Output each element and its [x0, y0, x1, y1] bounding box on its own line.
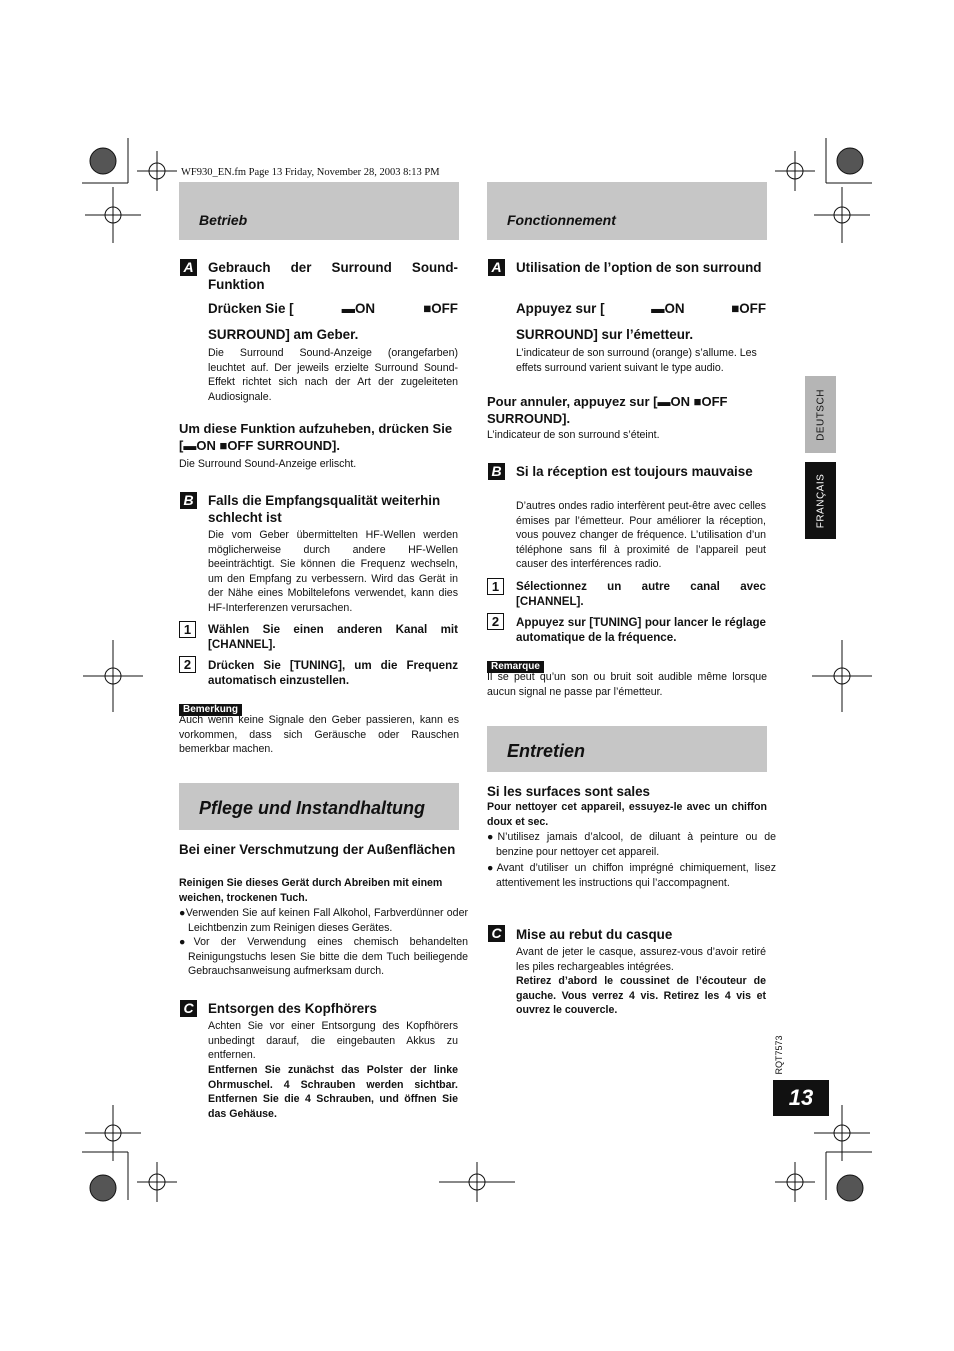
off-label-wrap-fr: ■OFF — [731, 301, 766, 316]
section-band-pflege — [179, 783, 459, 830]
heading-reception-fr: Si la réception est toujours mauvaise — [516, 464, 753, 479]
marker-c-fr: C — [488, 925, 505, 942]
note-text: Auch wenn keine Signale den Geber passieren, kann es vorkommen, dass sich Geräusche oder Rauschen bemerkbar machen. — [179, 714, 459, 755]
step-2-number: 2 — [179, 656, 196, 673]
heading-cleaning-fr: Si les surfaces sont sales — [487, 784, 651, 799]
cleaning-bullet-2-fr: ●Avant d’utiliser un chiffon imprégné chimiquement, lisez attentivement les instructions qui l’accompagnent. — [487, 862, 776, 889]
disposal-description-fr: Avant de jeter le casque, assurez-vous d’avoir retiré les piles rechargeables intégrées. — [516, 946, 766, 973]
cancel-on-label-fr: ON — [670, 394, 690, 409]
on-label-wrap-fr: ▬ON — [651, 301, 685, 316]
marker-b-fr: B — [488, 463, 505, 480]
disposal-description: Achten Sie vor einer Entsorgung des Kopfhörers unbedingt darauf, die eingebauten Akkus zu entfernen. — [208, 1020, 458, 1061]
document-code-text: RQT7573 — [774, 1035, 784, 1075]
instruction-line — [208, 300, 458, 317]
heading-disposal: Entsorgen des Kopfhörers — [208, 1001, 377, 1016]
cancel-heading-text: Um diese Funktion aufzuheben, drücken Sie [ — [179, 421, 453, 453]
note-tag: Bemerkung — [179, 704, 242, 716]
cleaning-bullet-2-text: Vor der Verwendung eines chemisch behandelten Reinigungstuchs lesen Sie bitte die dem Tuch beiliegende Gebrauchsanweisung aufmerksam durch. — [188, 936, 468, 977]
section-band-betrieb — [179, 182, 459, 240]
marker-b: B — [180, 492, 197, 509]
step-1-number: 1 — [179, 621, 196, 638]
cancel-heading-fr: Pour annuler, appuyez sur [▬ON ■OFF SURROUND]. — [487, 394, 728, 426]
marker-a: A — [180, 259, 197, 276]
heading-surround: Gebrauch der Surround Sound-Funktion — [208, 260, 458, 292]
reception-description-fr: D’autres ondes radio interfèrent peut-être avec celles émises par l’émetteur. Pour améliorer la réception, vous pouvez changer de fréquence. L’utilisation d’un téléphone sans fil à proximité de l’appareil peut causer des interférences radio. — [516, 500, 766, 570]
step-2-text: Drücken Sie [TUNING], um die Frequenz automatisch einzustellen. — [208, 659, 458, 687]
cancel-heading-end: OFF SURROUND]. — [227, 438, 340, 453]
disposal-instruction-fr: Retirez d’abord le coussinet de l’écouteur de gauche. Vous verrez 4 vis. Retirez les 4 vis et ouvrez le couvercle. — [516, 975, 766, 1016]
on-label: ON — [355, 301, 376, 316]
heading-disposal-fr: Mise au rebut du casque — [516, 927, 673, 942]
note-text-fr: Il se peut qu’un son ou bruit soit audible même lorsque aucun signal ne passe par l’émetteur. — [487, 671, 767, 698]
cleaning-bullet-1-fr: ●N’utilisez jamais d’alcool, de diluant à peinture ou de benzine pour nettoyer cet appareil. — [487, 831, 776, 858]
cancel-description: Die Surround Sound-Anzeige erlischt. — [179, 458, 357, 470]
on-label-wrap: ▬ON — [341, 301, 376, 316]
document-code — [772, 1035, 786, 1075]
cancel-description-fr: L’indicateur de son surround s’éteint. — [487, 429, 660, 441]
instruction-line-fr — [516, 300, 766, 317]
section-band-fonctionnement — [487, 182, 767, 240]
language-tab-deutsch-label: DEUTSCH — [815, 388, 826, 441]
instruction-line-2: SURROUND] am Geber. — [208, 327, 359, 342]
off-label: OFF — [431, 301, 458, 316]
cleaning-bullet-1-text-fr: N’utilisez jamais d’alcool, de diluant à peinture ou de benzine pour nettoyer cet appareil. — [496, 831, 776, 858]
instruction-text-fr: Appuyez sur [ — [516, 301, 605, 316]
heading-cleaning: Bei einer Verschmutzung der Außenflächen — [179, 842, 456, 857]
cleaning-instruction-fr: Pour nettoyer cet appareil, essuyez-le avec un chiffon doux et sec. — [487, 801, 767, 828]
cleaning-bullet-1-text: Verwenden Sie auf keinen Fall Alkohol, Farbverdünner oder Leichtbenzin zum Reinigen dieses Gerätes. — [185, 907, 468, 934]
cancel-on-label: ON — [196, 438, 216, 453]
cleaning-bullet-1: ●Verwenden Sie auf keinen Fall Alkohol, Farbverdünner oder Leichtbenzin zum Reinigen dieses Gerätes. — [179, 907, 468, 934]
instruction-text: Drücken Sie [ — [208, 301, 294, 316]
section-band-entretien — [487, 726, 767, 772]
section-title: Betrieb — [199, 212, 248, 228]
marker-a-fr: A — [488, 259, 505, 276]
language-tab-francais[interactable] — [805, 462, 836, 539]
language-tab-francais-label: FRANÇAIS — [815, 473, 826, 528]
cleaning-bullet-2-text-fr: Avant d’utiliser un chiffon imprégné chimiquement, lisez attentivement les instructions qui l’accompagnent. — [496, 862, 776, 889]
cancel-heading: Um diese Funktion aufzuheben, drücken Sie [▬ON ■OFF SURROUND]. — [179, 421, 453, 453]
care-section-title: Pflege und Instandhaltung — [199, 798, 425, 818]
cleaning-instruction: Reinigen Sie dieses Gerät durch Abreiben mit einem weichen, trockenen Tuch. — [179, 877, 443, 904]
step-1-text: Wählen Sie einen anderen Kanal mit [CHANNEL]. — [208, 623, 458, 651]
disposal-instruction: Entfernen Sie zunächst das Polster der linke Ohrmuschel. 4 Schrauben werden sichtbar. Entfernen Sie die 4 Schrauben, und öffnen Sie das Gehäuse. — [208, 1064, 458, 1120]
note-tag-fr: Remarque — [487, 661, 544, 673]
cancel-heading-text-fr: Pour annuler, appuyez sur [ — [487, 394, 658, 409]
step-1-number-fr: 1 — [487, 578, 504, 595]
cancel-heading-end-fr: OFF SURROUND]. — [487, 394, 728, 426]
language-tab-deutsch[interactable] — [805, 376, 836, 453]
care-section-title-fr: Entretien — [507, 741, 586, 761]
section-title-fr: Fonctionnement — [507, 212, 616, 228]
cleaning-bullet-2: ●Vor der Verwendung eines chemisch behandelten Reinigungstuchs lesen Sie bitte die dem Tuch beiliegende Gebrauchsanweisung aufmerksam durch. — [179, 936, 468, 977]
heading-surround-fr: Utilisation de l’option de son surround — [516, 260, 762, 275]
heading-reception: Falls die Empfangsqualität weiterhin schlecht ist — [208, 493, 441, 525]
step-1-text-fr: Sélectionnez un autre canal avec [CHANNEL]. — [516, 580, 766, 608]
step-2-number-fr: 2 — [487, 613, 504, 630]
off-label-wrap: ■OFF — [423, 301, 458, 316]
marker-c: C — [180, 1000, 197, 1017]
off-label-fr: OFF — [739, 301, 766, 316]
page-number: 13 — [773, 1080, 829, 1116]
surround-description-fr: L’indicateur de son surround (orange) s’allume. Les effets surround varient suivant le type audio. — [516, 347, 757, 374]
on-label-fr: ON — [664, 301, 685, 316]
reception-description: Die vom Geber übermittelten HF-Wellen werden möglicherweise durch andere HF-Wellen beeinträchtigt. Sie können die Frequenz wechseln, um den Empfang zu verbessern. Wird das Gerät in der Nähe eines Mobiltelefons verwendet, kann dies HF-Interferenzen verursachen. — [208, 529, 458, 614]
instruction-line-2-fr: SURROUND] sur l’émetteur. — [516, 327, 694, 342]
file-info-line: WF930_EN.fm Page 13 Friday, November 28, 2003 8:13 PM — [181, 167, 440, 178]
step-2-text-fr: Appuyez sur [TUNING] pour lancer le réglage automatique de la fréquence. — [516, 616, 766, 644]
surround-description: Die Surround Sound-Anzeige (orangefarben) leuchtet auf. Der jeweils erzielte Surround Sound-Effekt richtet sich nach der Art der zugeleiteten Audiosignale. — [208, 347, 458, 403]
